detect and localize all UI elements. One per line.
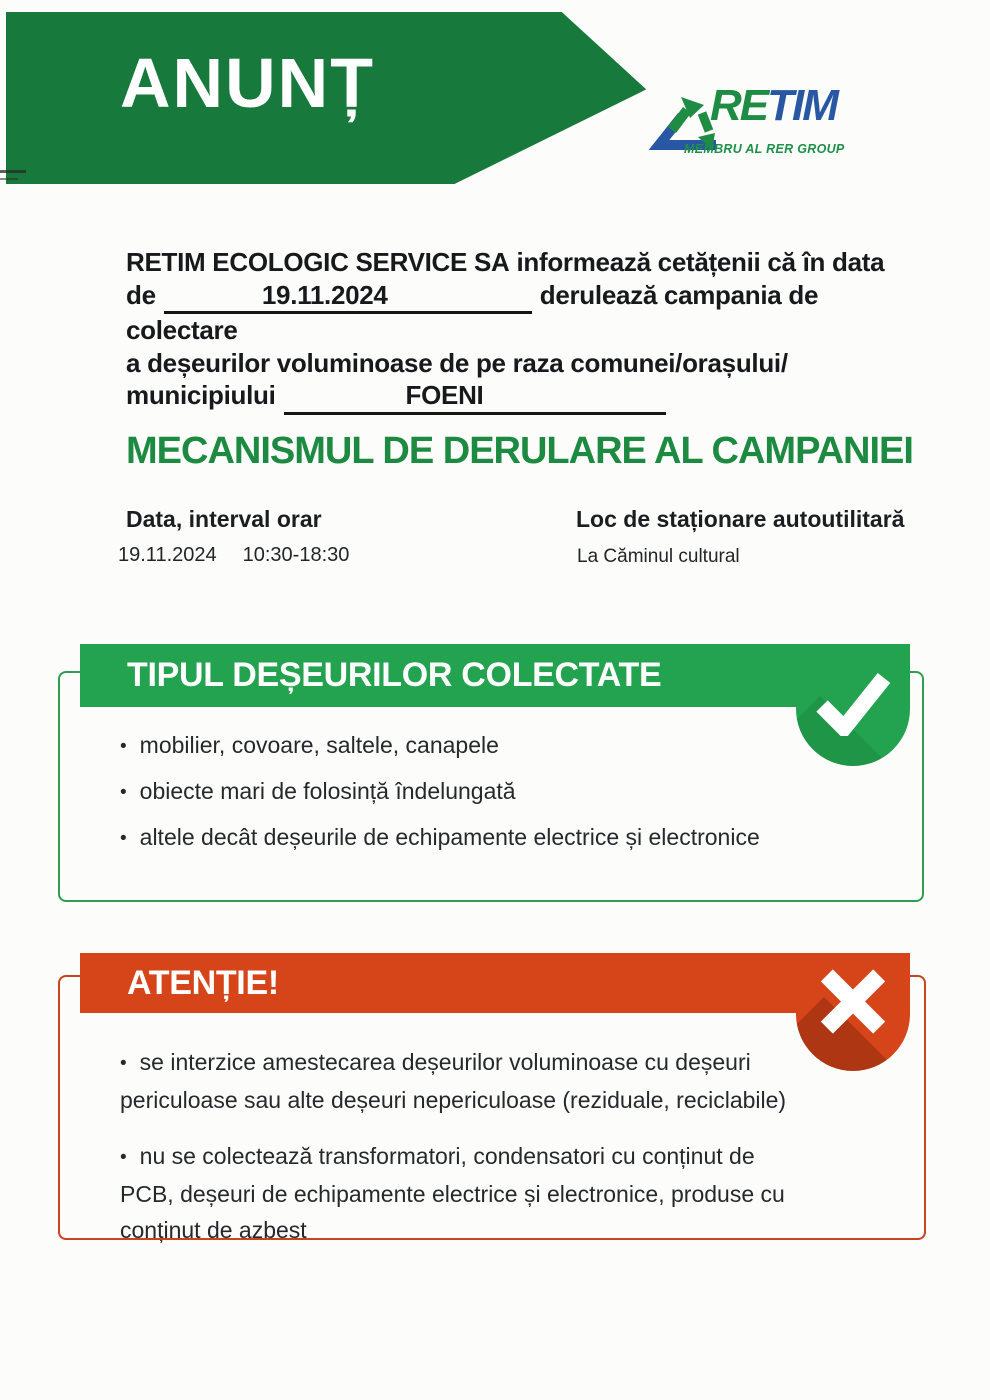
- banner-title: ANUNȚ: [120, 44, 375, 122]
- bullet-icon: •: [120, 1053, 127, 1074]
- intro-line-2: de 19.11.2024 derulează campania de colectare: [126, 279, 819, 345]
- list-item: • altele decât deșeurile de echipamente electrice și electronice: [120, 824, 760, 850]
- intro-line-3: a deșeurilor voluminoase de pe raza comunei/orașului/: [126, 347, 788, 378]
- date-underline-field: 19.11.2024: [164, 279, 532, 315]
- x-ribbon: [796, 953, 910, 1071]
- brand-text: [710, 82, 837, 130]
- bullet-icon: •: [120, 736, 127, 757]
- list-item: • obiecte mari de folosință îndelungată: [120, 778, 516, 804]
- collected-header-bar: [80, 644, 910, 707]
- check-ribbon: [796, 644, 910, 766]
- schedule-location: La Căminul cultural: [577, 546, 740, 567]
- intro-line-4: municipiului FOENI: [126, 379, 926, 415]
- list-item: • nu se colectează transformatori, condensatori cu conținut de PCB, deșeuri de echipamente electrice și electronice, produse cu conținut de azbest: [120, 1143, 785, 1243]
- schedule-date-header: Data, interval orar: [126, 506, 322, 532]
- retim-logo: [646, 81, 886, 162]
- logo-tagline: MEMBRU AL RER GROUP: [684, 142, 845, 156]
- bullet-icon: •: [120, 782, 127, 803]
- warning-header-bar: [80, 953, 910, 1013]
- bullet-icon: •: [120, 828, 127, 849]
- scan-artifact: [0, 170, 26, 173]
- bullet-icon: •: [120, 1147, 127, 1168]
- list-item: • mobilier, covoare, saltele, canapele: [120, 732, 499, 758]
- collected-title: TIPUL DEȘEURILOR COLECTATE: [127, 656, 662, 694]
- intro-line-1: RETIM ECOLOGIC SERVICE SA informează cetățenii că în data: [126, 247, 885, 277]
- check-icon: [814, 670, 892, 736]
- schedule-date-row: [118, 544, 349, 567]
- warning-title: ATENȚIE!: [127, 964, 279, 1002]
- intro-paragraph: [126, 246, 926, 415]
- schedule-location-header: Loc de staționare autoutilitară: [576, 506, 905, 532]
- brand-re: RE: [710, 81, 768, 130]
- scan-artifact: [0, 178, 18, 180]
- schedule-date: 19.11.2024: [118, 544, 217, 566]
- mechanism-title: MECANISMUL DE DERULARE AL CAMPANIEI: [126, 430, 913, 472]
- locality-underline-field: FOENI: [284, 379, 666, 415]
- schedule-interval: 10:30-18:30: [242, 544, 350, 566]
- brand-tim: TIM: [767, 81, 837, 130]
- list-item: • se interzice amestecarea deșeurilor voluminoase cu deșeuri periculoase sau alte deșeuri nepericuloase (reziduale, reciclabile): [120, 1049, 787, 1113]
